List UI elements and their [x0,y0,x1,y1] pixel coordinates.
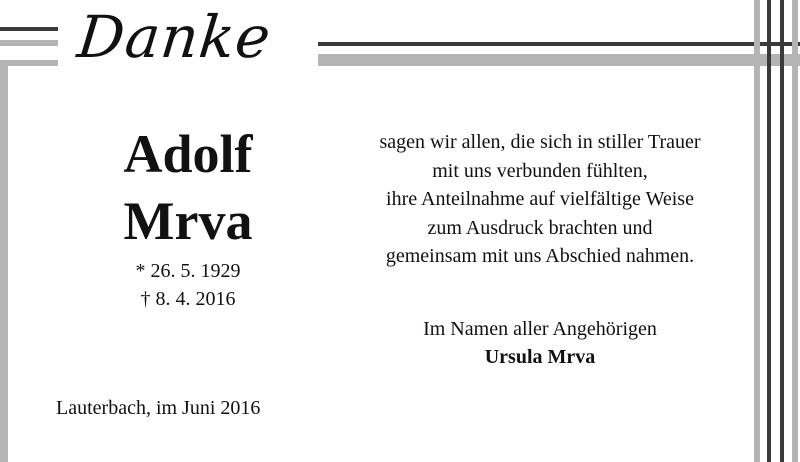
signature-intro: Im Namen aller Angehörigen [423,318,657,340]
frame-top-light-left [0,40,58,46]
deceased-last-name: Mrva [123,191,253,251]
frame-left [0,60,8,462]
frame-inner-top-right [318,60,800,66]
birth-date: * 26. 5. 1929 [135,260,241,282]
signature-name: Ursula Mrva [484,346,596,368]
message-line: zum Ausdruck brachten und [427,216,653,239]
place-date: Lauterbach, im Juni 2016 [56,397,261,419]
message-line: mit uns verbunden fühlten, [432,159,648,182]
frame-inner-top [0,60,58,66]
frame-right-dark-2 [780,0,784,462]
deceased-first-name: Adolf [123,124,253,184]
message-line: sagen wir allen, die sich in stiller Trauer [379,131,701,153]
message-line: gemeinsam mit uns Abschied nahmen. [385,245,695,267]
header-title: Danke [74,3,275,71]
frame-right-light [754,0,760,462]
frame-right-dark-1 [767,0,771,462]
death-date: † 8. 4. 2016 [140,288,236,310]
frame-top-dark-left [0,27,58,31]
frame-top-dark-right [318,42,800,46]
frame-right-light-2 [792,0,798,462]
thank-you-message [330,128,750,271]
message-line: ihre Anteilnahme auf vielfältige Weise [386,188,694,210]
